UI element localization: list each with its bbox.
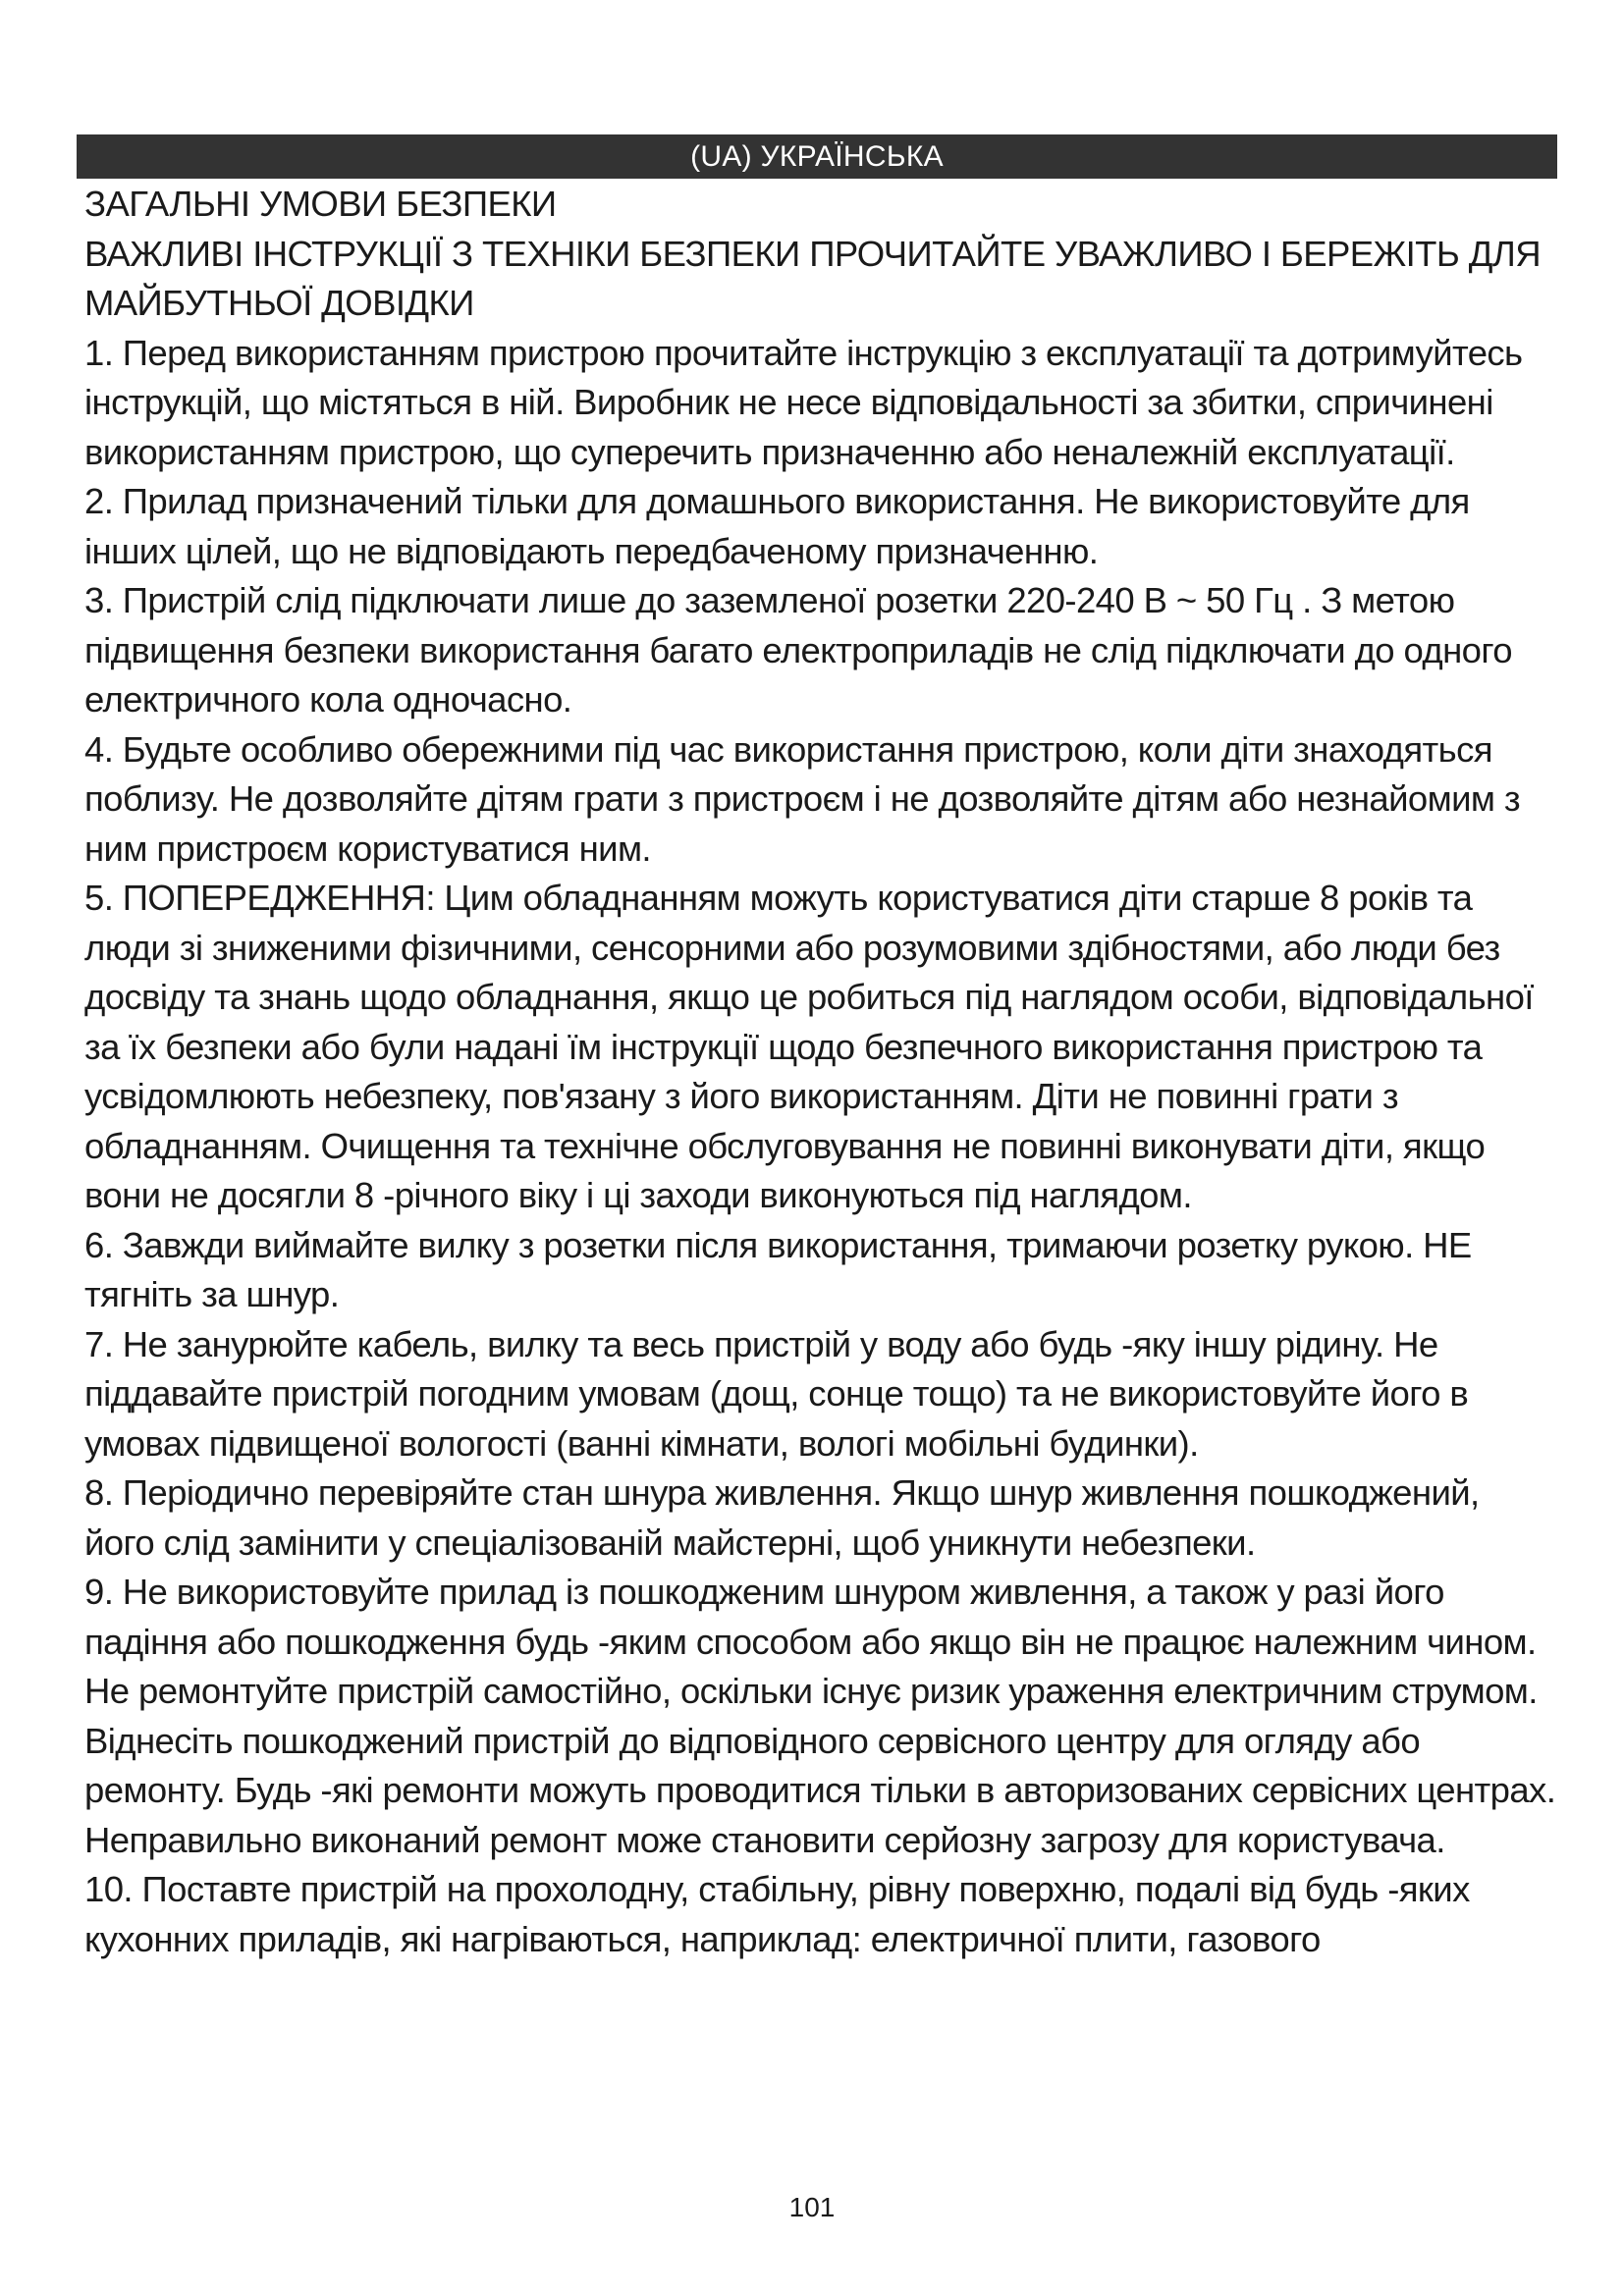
- safety-instructions: [84, 180, 1557, 1964]
- instruction-item-1: 1. Перед використанням пристрою прочитайте інструкцію з експлуатації та дотримуйтесь інструкцій, що містяться в ній. Виробник не несе відповідальності за збитки, спричинені використанням пристрою, що суперечить призначенню або неналежній експлуатації.: [84, 332, 1523, 472]
- instruction-item-2: 2. Прилад призначений тільки для домашнього використання. Не використовуйте для інших цілей, що не відповідають передбаченому призначенню.: [84, 481, 1470, 571]
- instruction-item-3: 3. Пристрій слід підключати лише до заземленої розетки 220-240 В ~ 50 Гц . З метою підвищення безпеки використання багато електроприладів не слід підключати до одного електричного кола одночасно.: [84, 580, 1512, 720]
- instruction-item-4: 4. Будьте особливо обережними під час використання пристрою, коли діти знаходяться поблизу. Не дозволяйте дітям грати з пристроєм і не дозволяйте дітям або незнайомим з ним пристроєм користуватися ним.: [84, 728, 1521, 869]
- instruction-item-8: 8. Періодично перевіряйте стан шнура живлення. Якщо шнур живлення пошкоджений, його слід замінити у спеціалізованій майстерні, щоб уникнути небезпеки.: [84, 1472, 1480, 1563]
- language-label: (UA) УКРАЇНСЬКА: [690, 140, 944, 173]
- language-header-bar: [77, 134, 1557, 179]
- page-number: 101: [788, 2192, 836, 2222]
- section-title: ЗАГАЛЬНІ УМОВИ БЕЗПЕКИ: [84, 184, 557, 224]
- instruction-item-6: 6. Завжди виймайте вилку з розетки після використання, тримаючи розетку рукою. НЕ тягніть за шнур.: [84, 1224, 1472, 1314]
- section-subtitle: ВАЖЛИВІ ІНСТРУКЦІЇ З ТЕХНІКИ БЕЗПЕКИ ПРОЧИТАЙТЕ УВАЖЛИВО І БЕРЕЖІТЬ ДЛЯ МАЙБУТНЬОЇ ДОВІДКИ: [84, 233, 1541, 323]
- instruction-item-7: 7. Не занурюйте кабель, вилку та весь пристрій у воду або будь -яку іншу рідину. Не піддавайте пристрій погодним умовам (дощ, сонце тощо) та не використовуйте його в умовах підвищеної вологості (ванні кімнати, вологі мобільні будинки).: [84, 1323, 1469, 1464]
- instruction-item-5: 5. ПОПЕРЕДЖЕННЯ: Цим обладнанням можуть користуватися діти старше 8 років та люди зі зниженими фізичними, сенсорними або розумовими здібностями, або люди без досвіду та знань щодо обладнання, якщо це робиться під наглядом особи, відповідальної за їх безпеки або були надані їм інструкції щодо безпечного використання пристрою та усвідомлюють небезпеку, пов'язану з його використанням. Діти не повинні грати з обладнанням. Очищення та технічне обслуговування не повинні виконувати діти, якщо вони не досягли 8 -річного віку і ці заходи виконуються під наглядом.: [84, 878, 1534, 1215]
- instruction-item-10: 10. Поставте пристрій на прохолодну, стабільну, рівну поверхню, подалі від будь -яких кухонних приладів, які нагріваються, наприклад: електричної плити, газового: [84, 1869, 1470, 1959]
- instruction-item-9: 9. Не використовуйте прилад із пошкодженим шнуром живлення, а також у разі його падіння або пошкодження будь -яким способом або якщо він не працює належним чином. Не ремонтуйте пристрій самостійно, оскільки існує ризик ураження електричним струмом. Віднесіть пошкоджений пристрій до відповідного сервісного центру для огляду або ремонту. Будь -які ремонти можуть проводитися тільки в авторизованих сервісних центрах. Неправильно виконаний ремонт може становити серйозну загрозу для користувача.: [84, 1572, 1556, 1860]
